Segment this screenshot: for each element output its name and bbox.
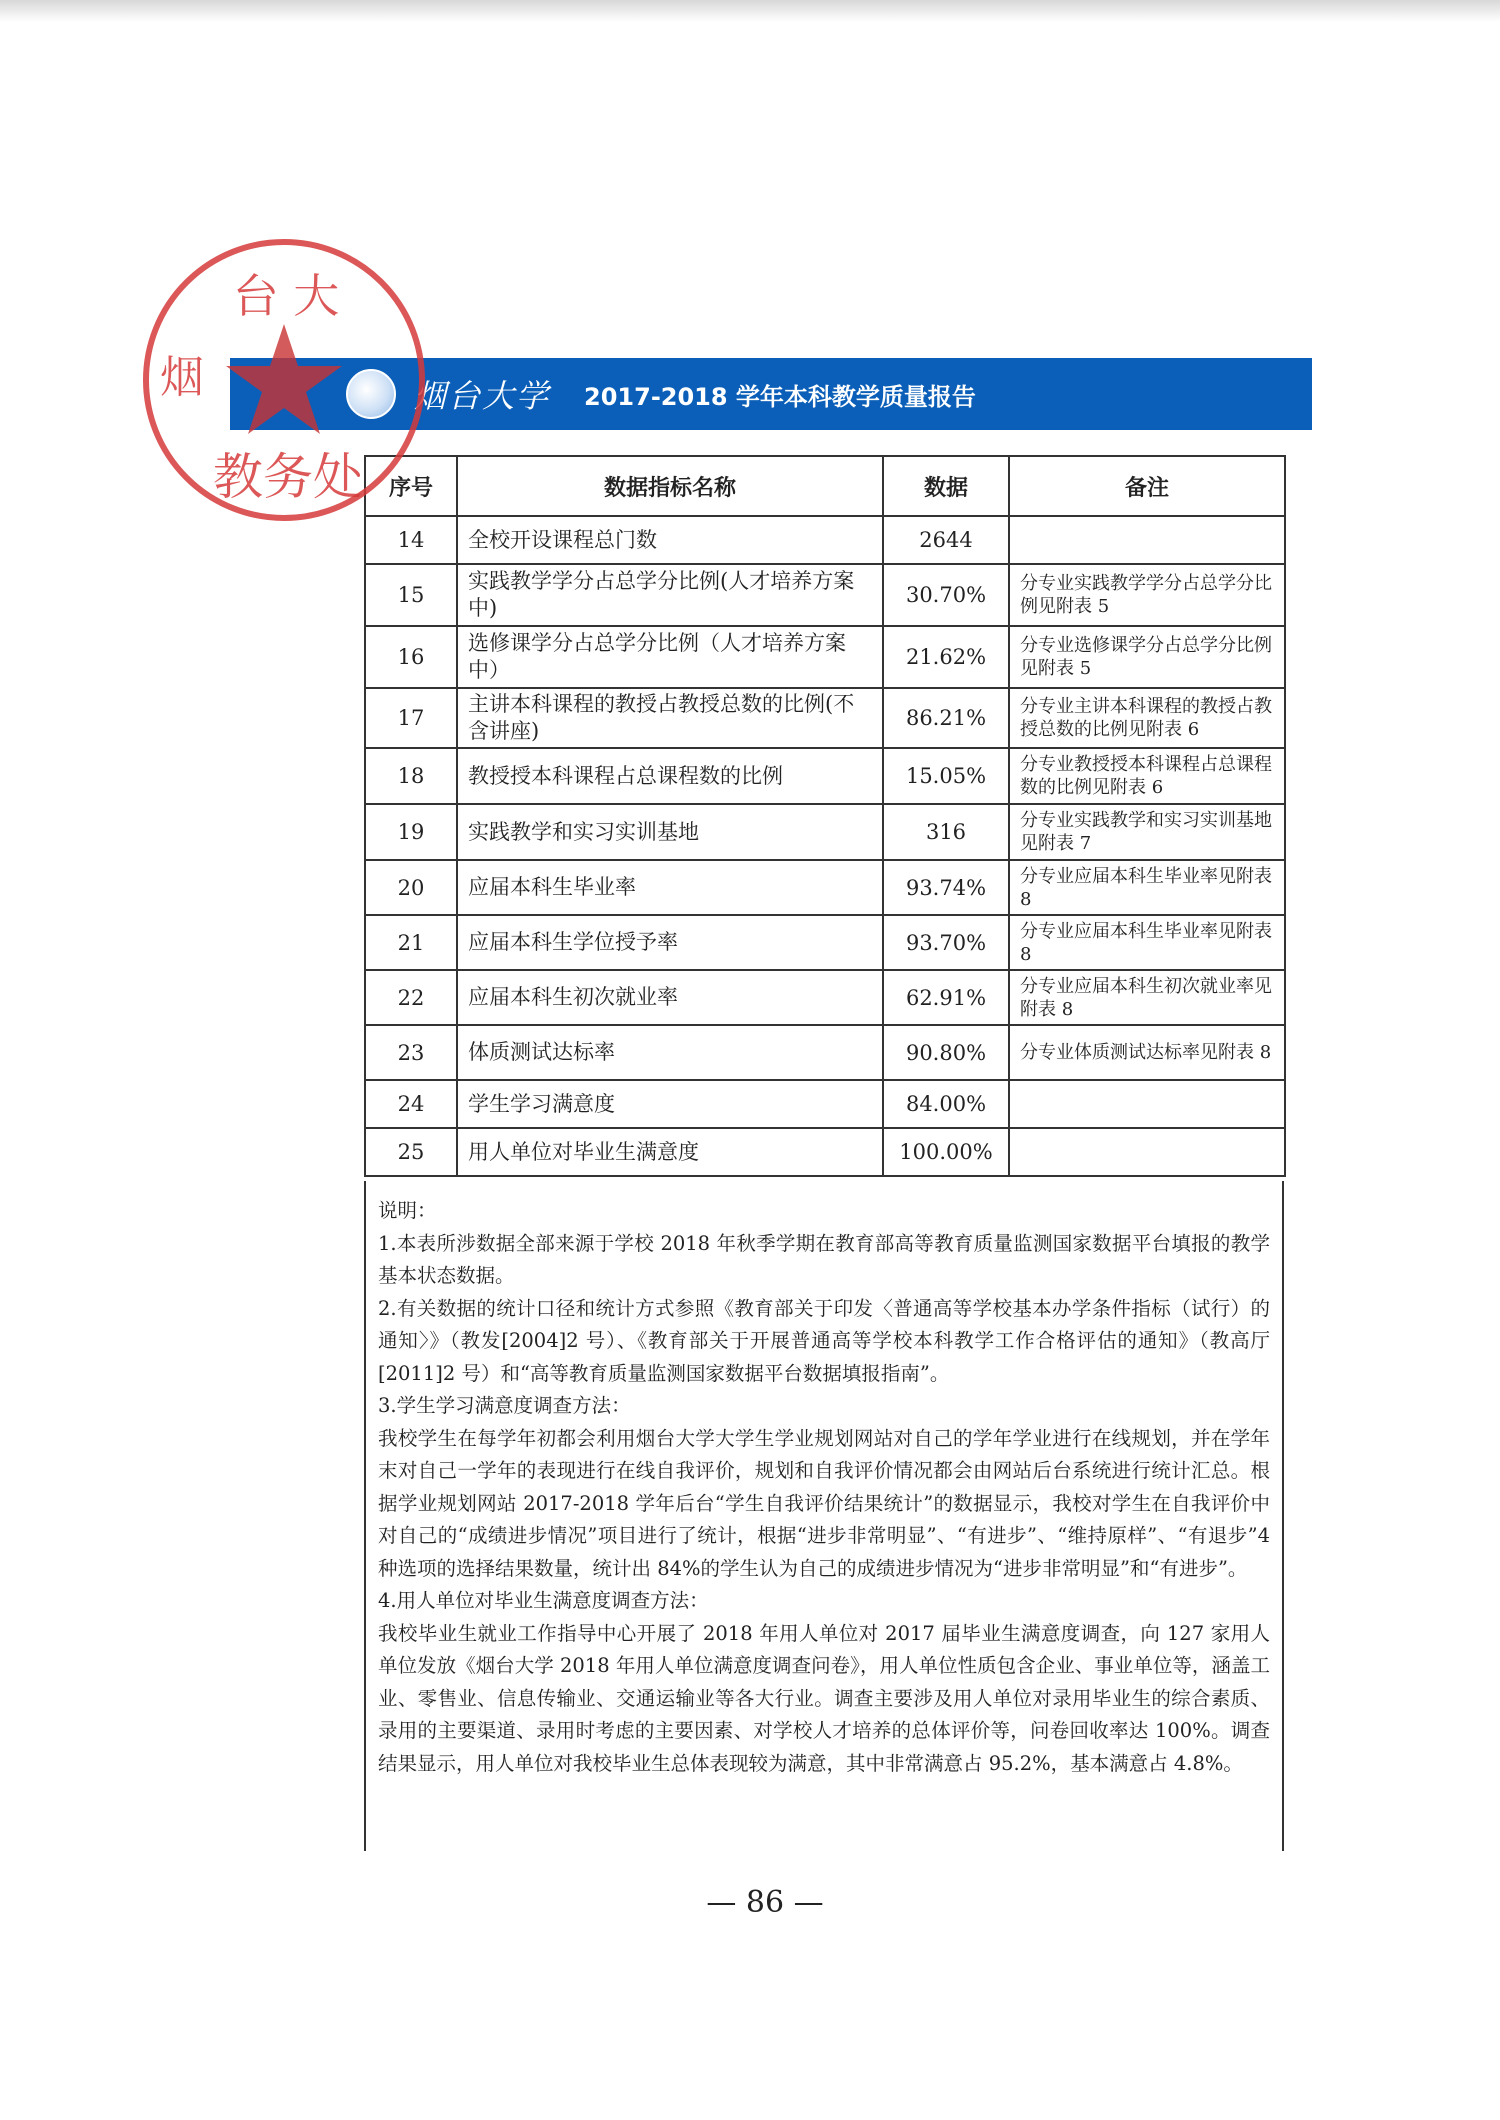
- table-row: [365, 860, 1285, 915]
- row-no: 23: [365, 1025, 457, 1080]
- table-row: [365, 804, 1285, 860]
- row-note: 分专业教授授本科课程占总课程数的比例见附表 6: [1009, 748, 1285, 804]
- row-name: 教授授本科课程占总课程数的比例: [457, 748, 883, 804]
- table-row: [365, 915, 1285, 970]
- row-value: 86.21%: [883, 688, 1009, 748]
- table-row: [365, 1080, 1285, 1128]
- row-no: 15: [365, 564, 457, 626]
- row-note: 分专业体质测试达标率见附表 8: [1009, 1025, 1285, 1080]
- row-value: 90.80%: [883, 1025, 1009, 1080]
- row-name: 全校开设课程总门数: [457, 516, 883, 564]
- row-note: 分专业应届本科生毕业率见附表 8: [1009, 860, 1285, 915]
- row-note: [1009, 516, 1285, 564]
- row-no: 18: [365, 748, 457, 804]
- note-paragraph-1: 1.本表所涉数据全部来源于学校 2018 年秋季学期在教育部高等教育质量监测国家数据平台填报的教学基本状态数据。: [378, 1231, 1270, 1287]
- row-value: 62.91%: [883, 970, 1009, 1025]
- row-name: 用人单位对毕业生满意度: [457, 1128, 883, 1176]
- seal-text-top: 台 大: [232, 269, 340, 323]
- note-3-title: 3.学生学习满意度调查方法：: [378, 1394, 631, 1417]
- col-header-name: 数据指标名称: [457, 456, 883, 516]
- row-no: 25: [365, 1128, 457, 1176]
- table-row: [365, 1128, 1285, 1176]
- row-value: 316: [883, 804, 1009, 860]
- row-value: 100.00%: [883, 1128, 1009, 1176]
- seal-text-left: 烟: [160, 352, 204, 403]
- col-header-no: 序号: [365, 456, 457, 516]
- table-row: [365, 748, 1285, 804]
- notes-title: 说明：: [378, 1199, 437, 1222]
- row-name: 应届本科生初次就业率: [457, 970, 883, 1025]
- row-value: 93.70%: [883, 915, 1009, 970]
- university-name: 烟台大学: [414, 377, 551, 415]
- report-title: 2017-2018 学年本科教学质量报告: [584, 382, 976, 411]
- row-name: 体质测试达标率: [457, 1025, 883, 1080]
- table-row: [365, 970, 1285, 1025]
- scan-edge-shadow: [0, 0, 1500, 22]
- seal-star-icon: [226, 324, 342, 434]
- table-row: [365, 626, 1285, 688]
- row-no: 19: [365, 804, 457, 860]
- note-4-title: 4.用人单位对毕业生满意度调查方法：: [378, 1589, 709, 1612]
- row-value: 2644: [883, 516, 1009, 564]
- row-value: 15.05%: [883, 748, 1009, 804]
- row-value: 93.74%: [883, 860, 1009, 915]
- row-note: 分专业主讲本科课程的教授占教授总数的比例见附表 6: [1009, 688, 1285, 748]
- row-note: [1009, 1128, 1285, 1176]
- row-no: 14: [365, 516, 457, 564]
- row-value: 21.62%: [883, 626, 1009, 688]
- notes-section: [364, 1181, 1284, 1851]
- row-name: 应届本科生学位授予率: [457, 915, 883, 970]
- row-note: 分专业选修课学分占总学分比例见附表 5: [1009, 626, 1285, 688]
- row-value: 30.70%: [883, 564, 1009, 626]
- row-note: 分专业实践教学学分占总学分比例见附表 5: [1009, 564, 1285, 626]
- note-paragraph-2: 2.有关数据的统计口径和统计方式参照《教育部关于印发〈普通高等学校基本办学条件指标（试行）的通知〉》（教发[2004]2 号）、《教育部关于开展普通高等学校本科教学工作合格评估的通知》（教高厅[2011]2 号）和“高等教育质量监测国家数据平台数据填报指南”。: [378, 1296, 1270, 1385]
- table-row: [365, 688, 1285, 748]
- note-paragraph-3: 我校学生在每学年初都会利用烟台大学大学生学业规划网站对自己的学年学业进行在线规划，并在学年末对自己一学年的表现进行在线自我评价，规划和自我评价情况都会由网站后台系统进行统计汇总。根据学业规划网站 2017-2018 学年后台“学生自我评价结果统计”的数据显示，我校对学生在自我评价中对自己的“成绩进步情况”项目进行了统计，根据“进步非常明显”、“有进步”、“维持原样”、“有退步”4 种选项的选择结果数量，统计出 84%的学生认为自己的成绩进步情况为“进步非常明显”和“有进步”。: [378, 1426, 1270, 1580]
- office-seal-stamp: [136, 232, 432, 528]
- row-no: 17: [365, 688, 457, 748]
- seal-text-bottom: 教务处: [213, 448, 363, 506]
- row-value: 84.00%: [883, 1080, 1009, 1128]
- row-no: 22: [365, 970, 457, 1025]
- col-header-value: 数据: [883, 456, 1009, 516]
- row-no: 24: [365, 1080, 457, 1128]
- col-header-note: 备注: [1009, 456, 1285, 516]
- row-no: 16: [365, 626, 457, 688]
- row-name: 主讲本科课程的教授占教授总数的比例(不含讲座): [457, 688, 883, 748]
- row-note: 分专业应届本科生毕业率见附表 8: [1009, 915, 1285, 970]
- row-name: 学生学习满意度: [457, 1080, 883, 1128]
- row-name: 实践教学和实习实训基地: [457, 804, 883, 860]
- row-name: 应届本科生毕业率: [457, 860, 883, 915]
- row-note: [1009, 1080, 1285, 1128]
- table-header-row: [365, 456, 1285, 516]
- table-row: [365, 564, 1285, 626]
- row-note: 分专业应届本科生初次就业率见附表 8: [1009, 970, 1285, 1025]
- table-row: [365, 1025, 1285, 1080]
- note-paragraph-4: 我校毕业生就业工作指导中心开展了 2018 年用人单位对 2017 届毕业生满意度调查，向 127 家用人单位发放《烟台大学 2018 年用人单位满意度调查问卷》，用人单位性质包含企业、事业单位等，涵盖工业、零售业、信息传输业、交通运输业等各大行业。调查主要涉及用人单位对录用毕业生的综合素质、录用的主要渠道、录用时考虑的主要因素、对学校人才培养的总体评价等，问卷回收率达 100%。调查结果显示，用人单位对我校毕业生总体表现较为满意，其中非常满意占 95.2%，基本满意占 4.8%。: [378, 1621, 1270, 1775]
- table-row: [365, 516, 1285, 564]
- page-number: — 86 —: [706, 1885, 824, 1920]
- row-no: 21: [365, 915, 457, 970]
- row-no: 20: [365, 860, 457, 915]
- row-note: 分专业实践教学和实习实训基地见附表 7: [1009, 804, 1285, 860]
- row-name: 选修课学分占总学分比例（人才培养方案中）: [457, 626, 883, 688]
- indicator-table: [364, 455, 1286, 1177]
- row-name: 实践教学学分占总学分比例(人才培养方案中): [457, 564, 883, 626]
